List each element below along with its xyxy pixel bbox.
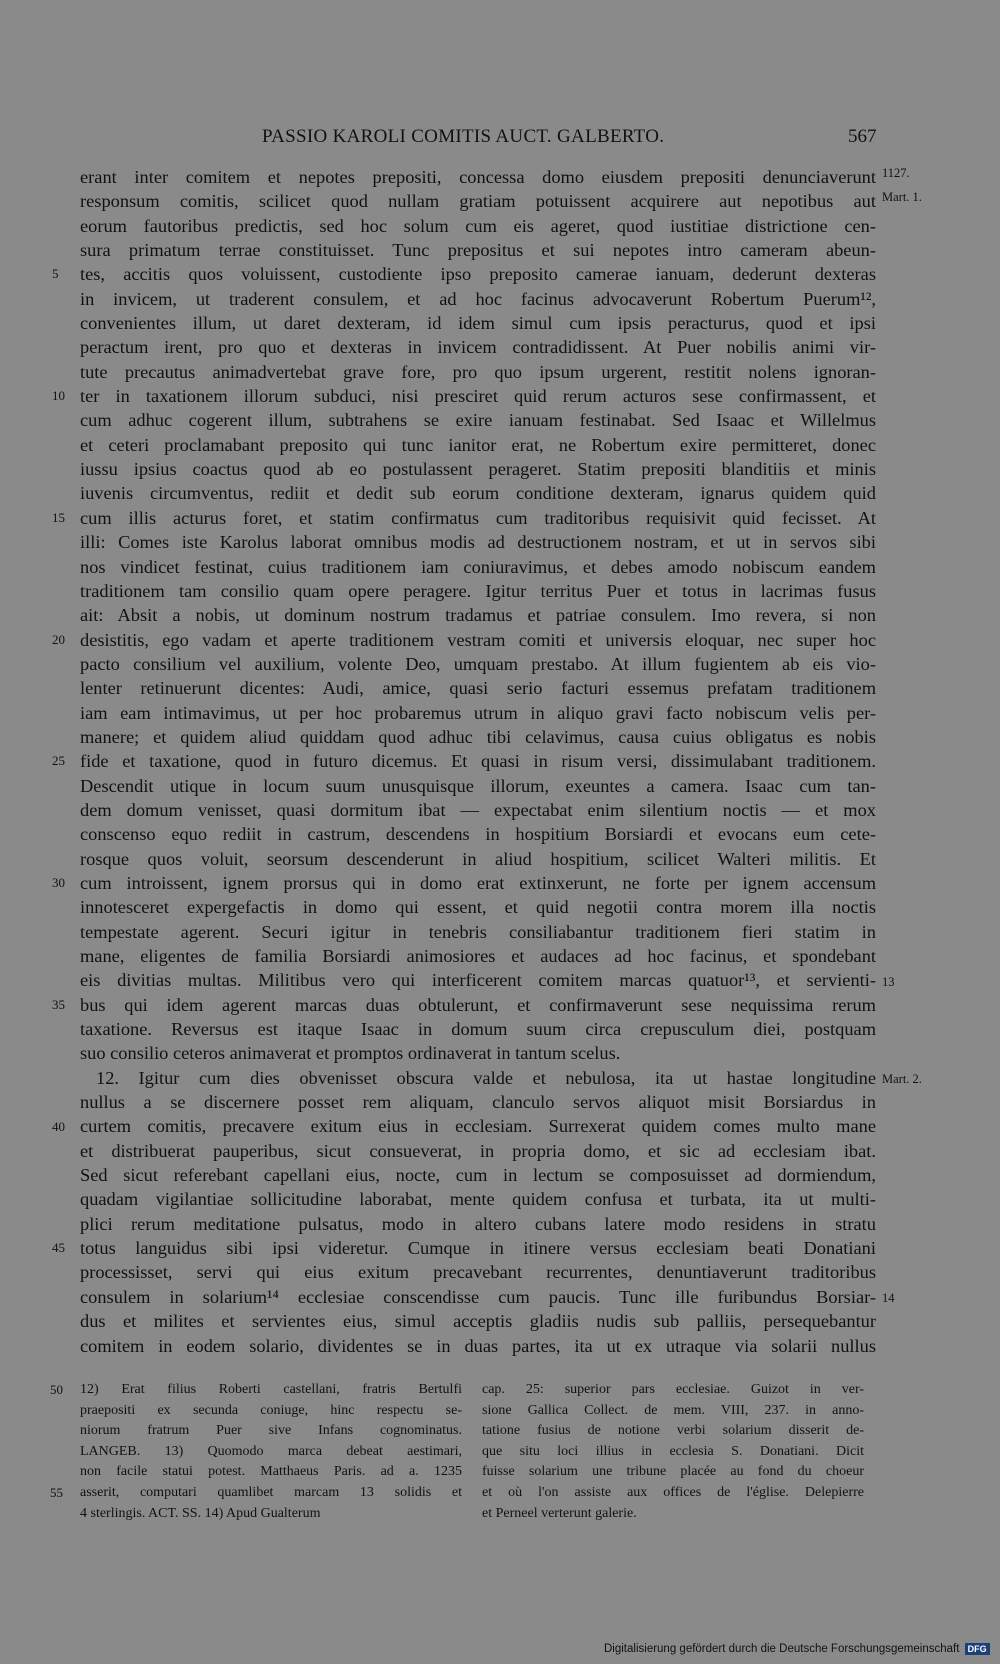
text-line: responsum comitis, scilicet quod nullam gratiam potuissent acquirere aut nepotibus aut xyxy=(80,191,876,212)
line-number: 30 xyxy=(52,875,65,891)
text-line: tempestate agerent. Securi igitur in tenebris consiliabantur traditionem fieri statim in xyxy=(80,921,876,942)
text-line: pacto consilium vel auxilium, volente Deo, umquam prestabo. At illum fugientem ab eis vio- xyxy=(80,653,876,674)
footnote-line: asserit, computari quamlibet marcam 13 solidis et xyxy=(80,1484,462,1500)
line-number: 25 xyxy=(52,753,65,769)
footnote-line-number: 55 xyxy=(50,1485,63,1500)
margin-footnote-ref-14: 14 xyxy=(882,1291,895,1305)
text-line: plici rerum meditatione pulsatus, modo in altero cubans latere modo residens in stratu xyxy=(80,1213,876,1234)
text-line: iam eam intimavimus, ut per hoc probaremus utrum in aliquo gravi facto nobiscum velis per- xyxy=(80,702,876,723)
footnote-line: 12) Erat filius Roberti castellani, fratris Bertulfi xyxy=(80,1382,462,1397)
text-line: taxatione. Reversus est itaque Isaac in domum suum circa crepusculum diei, postquam xyxy=(80,1019,876,1040)
text-line: innotesceret expergefactis in domo qui essent, et quid negotii contra morem illa noctis xyxy=(80,897,876,918)
text-line: sura primatum terrae constituisset. Tunc prepositus et sui nepotes intro cameram abeun- xyxy=(80,240,876,261)
footnotes-right-column xyxy=(482,1380,864,1524)
text-line: iussu ipsius coactus quod ab eo postulassent perageret. Statim prepositi blanditiis et minis xyxy=(80,459,876,480)
text-line: Sed sicut referebant capellani eius, nocte, cum in lectum se composuisset ad dormiendum, xyxy=(80,1165,876,1186)
line-number: 10 xyxy=(52,388,65,404)
credit-text: Digitalisierung gefördert durch die Deutsche Forschungsgemeinschaft xyxy=(604,1643,960,1656)
footnote-line: 4 sterlingis. ACT. SS. 14) Apud Gualterum xyxy=(80,1505,321,1521)
text-line: tes, accitis quos voluissent, custodiente ipso preposito camerae ianuam, dederunt dexteras xyxy=(80,264,876,285)
text-line: mane, eligentes de familia Borsiardi animosiores et audaces ad hoc facinus, et spondebant xyxy=(80,946,876,966)
footnote-line: et où l'on assiste aux offices de l'église. Delepierre xyxy=(482,1484,864,1500)
text-line: nos vindicet festinat, cuius traditionem iam coniuravimus, et debes amodo nobiscum eandem xyxy=(80,556,876,577)
line-number: 15 xyxy=(52,509,65,525)
text-line: lenter retinuerunt dicentes: Audi, amice, quasi serio facturi essemus prefatam traditionem xyxy=(80,678,876,699)
footnote-line: fuisse solarium une tribune placée au fond du choeur xyxy=(482,1464,864,1480)
text-line: peractum irent, pro quo et dexteras in invicem contradidissent. At Puer nobilis animi vir- xyxy=(80,337,876,358)
text-line: eorum fautoribus predictis, sed hoc solum cum eis ageret, quod iustitiae districtione cen- xyxy=(80,215,876,236)
footnote-line: cap. 25: superior pars ecclesiae. Guizot in ver- xyxy=(482,1382,864,1397)
text-line: ter in taxationem illorum subduci, nisi presciret quid rerum acturos sese confirmassent, et xyxy=(80,386,876,407)
footnotes-left-column xyxy=(80,1380,462,1524)
text-line: et distribuerat pauperibus, sicut consueverat, in propria domo, et sic ad ecclesiam ibat. xyxy=(80,1140,876,1161)
text-line: cum illis acturus foret, et statim confirmatus cum traditoribus requisivit quid fecisset. At xyxy=(80,507,876,528)
margin-date-march-1: Mart. 1. xyxy=(882,190,922,204)
text-line: tute precautus animadvertebat grave fore, pro quo ipsum urgerent, restitit nolens ignoran- xyxy=(80,361,876,382)
text-line: cum adhuc cogerent illum, subtrahens se exire ianuam festinabat. Sed Isaac et Willelmus xyxy=(80,410,876,431)
text-line: conscenso equo rediit in castrum, descendens in hospitium Borsiardi et evocans eum cete- xyxy=(80,824,876,845)
line-number: 5 xyxy=(52,266,59,282)
text-line: iuvenis circumventus, rediit et dedit sub eorum conditione dexteram, ignarus quidem quid xyxy=(80,483,876,504)
line-number: 40 xyxy=(52,1118,65,1134)
text-line: suo consilio ceteros animaverat et promptos ordinaverat in tantum scelus. xyxy=(80,1043,621,1064)
margin-footnote-ref-13: 13 xyxy=(882,975,895,989)
margin-date-march-2: Mart. 2. xyxy=(882,1072,922,1086)
footnote-line: praepositi ex secunda coniuge, hinc respectu se- xyxy=(80,1402,462,1418)
text-line: manere; et quidem aliud quiddam quod adhuc tibi celavimus, causa cuius obligatus es nobis xyxy=(80,726,876,747)
text-line: traditionem tam consilio quam opere peragere. Igitur territus Puer et totus in lacrimas fusus xyxy=(80,580,876,601)
footnote-line: LANGEB. 13) Quomodo marca debeat aestimari, xyxy=(80,1443,462,1459)
text-line: et ceteri proclamabant preposito qui tunc ianitor erat, ne Robertum exire permitteret, donec xyxy=(80,434,876,455)
text-line: erant inter comitem et nepotes prepositi, concessa domo eiusdem prepositi denunciaverunt xyxy=(80,167,876,187)
text-line: Descendit utique in locum suum unusquisque illorum, exeuntes a camera. Isaac cum tan- xyxy=(80,775,876,796)
text-line: comitem in eodem solario, dividentes se in duas partes, ita ut ex utraque via solarii nullus xyxy=(80,1335,876,1356)
margin-date-year: 1127. xyxy=(882,166,910,180)
line-number: 20 xyxy=(52,631,65,647)
text-line: cum introissent, ignem prorsus qui in domo erat extinxerunt, ne forte per ignem accensum xyxy=(80,872,876,893)
text-line: bus qui idem agerent marcas duas obtulerunt, et confirmaverunt sese nequissima rerum xyxy=(80,994,876,1015)
footnote-line: non facile statui potest. Matthaeus Paris. ad a. 1235 xyxy=(80,1464,462,1480)
text-line: fide et taxatione, quod in futuro dicemus. Et quasi in risum versi, dissimulabant traditionem. xyxy=(80,751,876,772)
text-line: quadam vigilantiae sollicitudine laborabat, mente quidem confusa et turbata, ita ut multi- xyxy=(80,1189,876,1210)
text-line: in invicem, ut traderent consulem, et ad hoc facinus advocaverunt Robertum Puerum¹², xyxy=(80,288,876,309)
text-line: eis divitias multas. Militibus vero qui interficerent comitem marcas quatuor¹³, et servienti- xyxy=(80,970,876,991)
text-line: dus et milites et servientes eius, simul acceptis gladiis nudis sub palliis, persequebantur xyxy=(80,1311,876,1332)
digitization-credit xyxy=(604,1643,990,1655)
footnote-line: tatione fusius de notione verbi solarium disserit de- xyxy=(482,1423,864,1439)
footnote-line: sione Gallica Collect. de mem. VIII, 237. in anno- xyxy=(482,1402,864,1418)
text-line: totus languidus sibi ipsi videretur. Cumque in itinere versus ecclesiam beati Donatiani xyxy=(80,1238,876,1259)
footnote-line: que situ loci illius in ecclesia S. Donatiani. Dicit xyxy=(482,1443,864,1459)
page-number: 567 xyxy=(848,126,877,147)
footnote-line-number: 50 xyxy=(50,1382,63,1397)
text-line: processisset, servi qui eius exitum precavebant recurrentes, denuntiaverunt traditoribus xyxy=(80,1262,876,1283)
line-number: 45 xyxy=(52,1240,65,1256)
dfg-logo: DFG xyxy=(965,1643,990,1655)
body-text xyxy=(80,165,876,1358)
footnote-line: niorum fratrum Puer sive Infans cognominatus. xyxy=(80,1423,462,1439)
text-line: convenientes illum, ut daret dexteram, id idem simul cum ipsis peracturus, quod et ipsi xyxy=(80,313,876,334)
text-line: nullus a se discernere posset rem aliquam, clanculo servos aliquot misit Borsiardus in xyxy=(80,1092,876,1113)
text-line: desistitis, ego vadam et aperte traditionem vestram comiti et universis eloquar, nec super hoc xyxy=(80,629,876,650)
line-number: 35 xyxy=(52,996,65,1012)
running-title: PASSIO KAROLI COMITIS AUCT. GALBERTO. xyxy=(262,126,665,147)
text-line: dem domum venisset, quasi dormitum ibat — expectabat enim silentium noctis — et mox xyxy=(80,799,876,820)
text-line: illi: Comes iste Karolus laborat omnibus modis ad destructionem nostram, et ut in servos sibi xyxy=(80,532,876,553)
text-line: 12. Igitur cum dies obvenisset obscura valde et nebulosa, ita ut hastae longitudine xyxy=(96,1067,876,1088)
text-line: curtem comitis, precavere exitum eius in ecclesiam. Surrexerat quidem comes multo mane xyxy=(80,1116,876,1137)
text-line: consulem in solarium¹⁴ ecclesiae conscendisse cum paucis. Tunc ille furibundus Borsiar- xyxy=(80,1286,876,1307)
text-line: ait: Absit a nobis, ut dominum nostrum tradamus et patriae consulem. Imo revera, si non xyxy=(80,605,876,626)
footnote-line: et Perneel verterunt galerie. xyxy=(482,1505,637,1521)
text-line: rosque quos voluit, seorsum descenderunt in aliud hospitium, scilicet Walteri militis. Et xyxy=(80,848,876,869)
